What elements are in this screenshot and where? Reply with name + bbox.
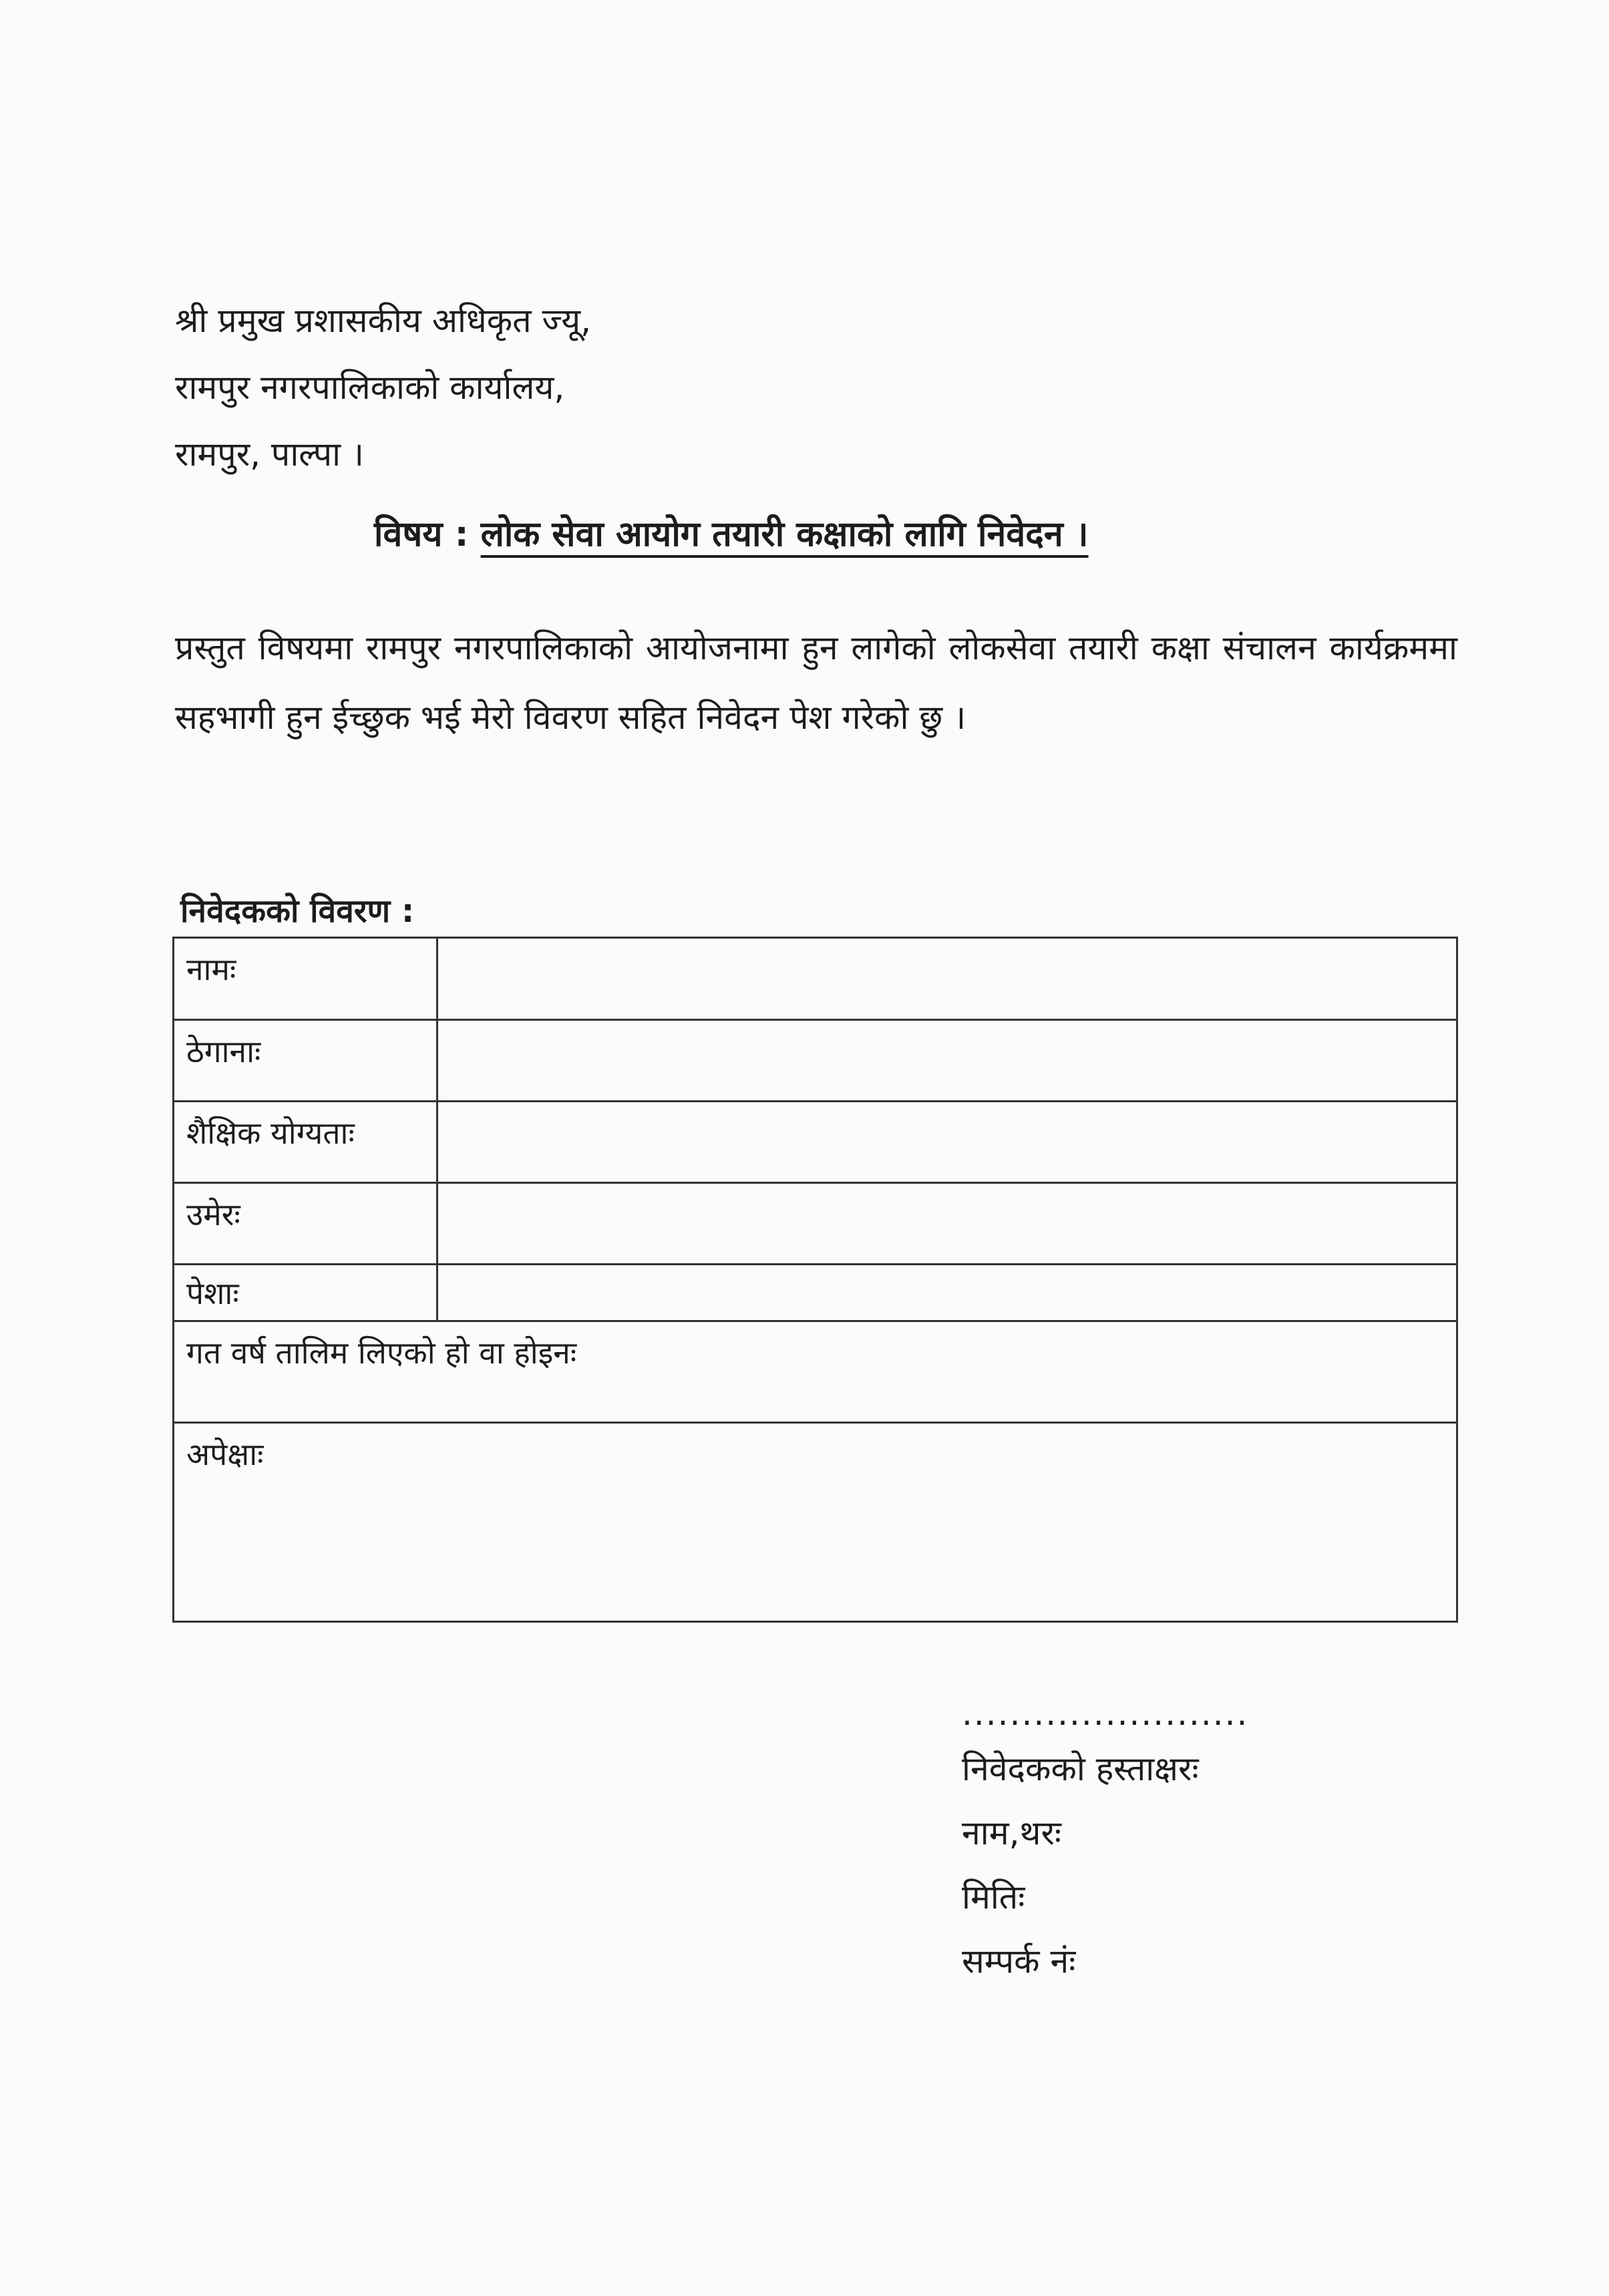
- age-field[interactable]: [437, 1183, 1457, 1265]
- expectation-label: अपेक्षाः: [186, 1436, 264, 1472]
- subject-line: [374, 509, 1089, 556]
- recipient-address: [175, 287, 591, 488]
- qualification-field[interactable]: [437, 1102, 1457, 1183]
- occupation-field[interactable]: [437, 1265, 1457, 1321]
- previous-training-label: गत वर्ष तालिम लिएको हो वा होइनः: [186, 1335, 577, 1371]
- age-label: उमेरः: [174, 1183, 437, 1265]
- table-row: [174, 1020, 1457, 1102]
- date-label: मितिः: [962, 1878, 1025, 1917]
- address-line-3: रामपुर, पाल्पा ।: [175, 435, 364, 474]
- body-paragraph: प्रस्तुत विषयमा रामपुर नगरपालिकाको आयोजनामा हुन लागेको लोकसेवा तयारी कक्षा संचालन कार्यक्रममा सहभागी हुन ईच्छुक भई मेरो विवरण सहित निवेदन पेश गरेको छु ।: [175, 629, 1457, 737]
- address-field[interactable]: [437, 1020, 1457, 1102]
- signature-dotted-line: ........................: [962, 1694, 1249, 1733]
- expectation-field[interactable]: [174, 1423, 1457, 1622]
- occupation-label: पेशाः: [174, 1265, 437, 1321]
- applicant-details-heading: निवेदकको विवरण :: [180, 892, 415, 930]
- table-row: [174, 1265, 1457, 1321]
- address-line-2: रामपुर नगरपालिकाको कार्यालय,: [175, 368, 565, 407]
- address-label: ठेगानाः: [174, 1020, 437, 1102]
- table-row: [174, 1102, 1457, 1183]
- qualification-label: शैक्षिक योग्यताः: [174, 1102, 437, 1183]
- table-row: [174, 938, 1457, 1020]
- name-field[interactable]: [437, 938, 1457, 1020]
- table-row: [174, 1183, 1457, 1265]
- subject-text: लोक सेवा आयोग तयारी कक्षाको लागि निवेदन ।: [480, 514, 1089, 554]
- address-line-1: श्री प्रमुख प्रशासकीय अधिकृत ज्यू,: [175, 301, 592, 340]
- table-row: [174, 1423, 1457, 1622]
- full-name-label: नाम,थरः: [962, 1814, 1061, 1852]
- name-label: नामः: [174, 938, 437, 1020]
- subject-label: विषय :: [374, 514, 469, 554]
- table-row: [174, 1321, 1457, 1423]
- contact-number-label: सम्पर्क नंः: [962, 1942, 1076, 1981]
- applicant-details-table: [172, 937, 1458, 1623]
- previous-training-field[interactable]: [174, 1321, 1457, 1423]
- signature-label: निवेदकको हस्ताक्षरः: [962, 1750, 1199, 1788]
- signature-block: [962, 1690, 1248, 1993]
